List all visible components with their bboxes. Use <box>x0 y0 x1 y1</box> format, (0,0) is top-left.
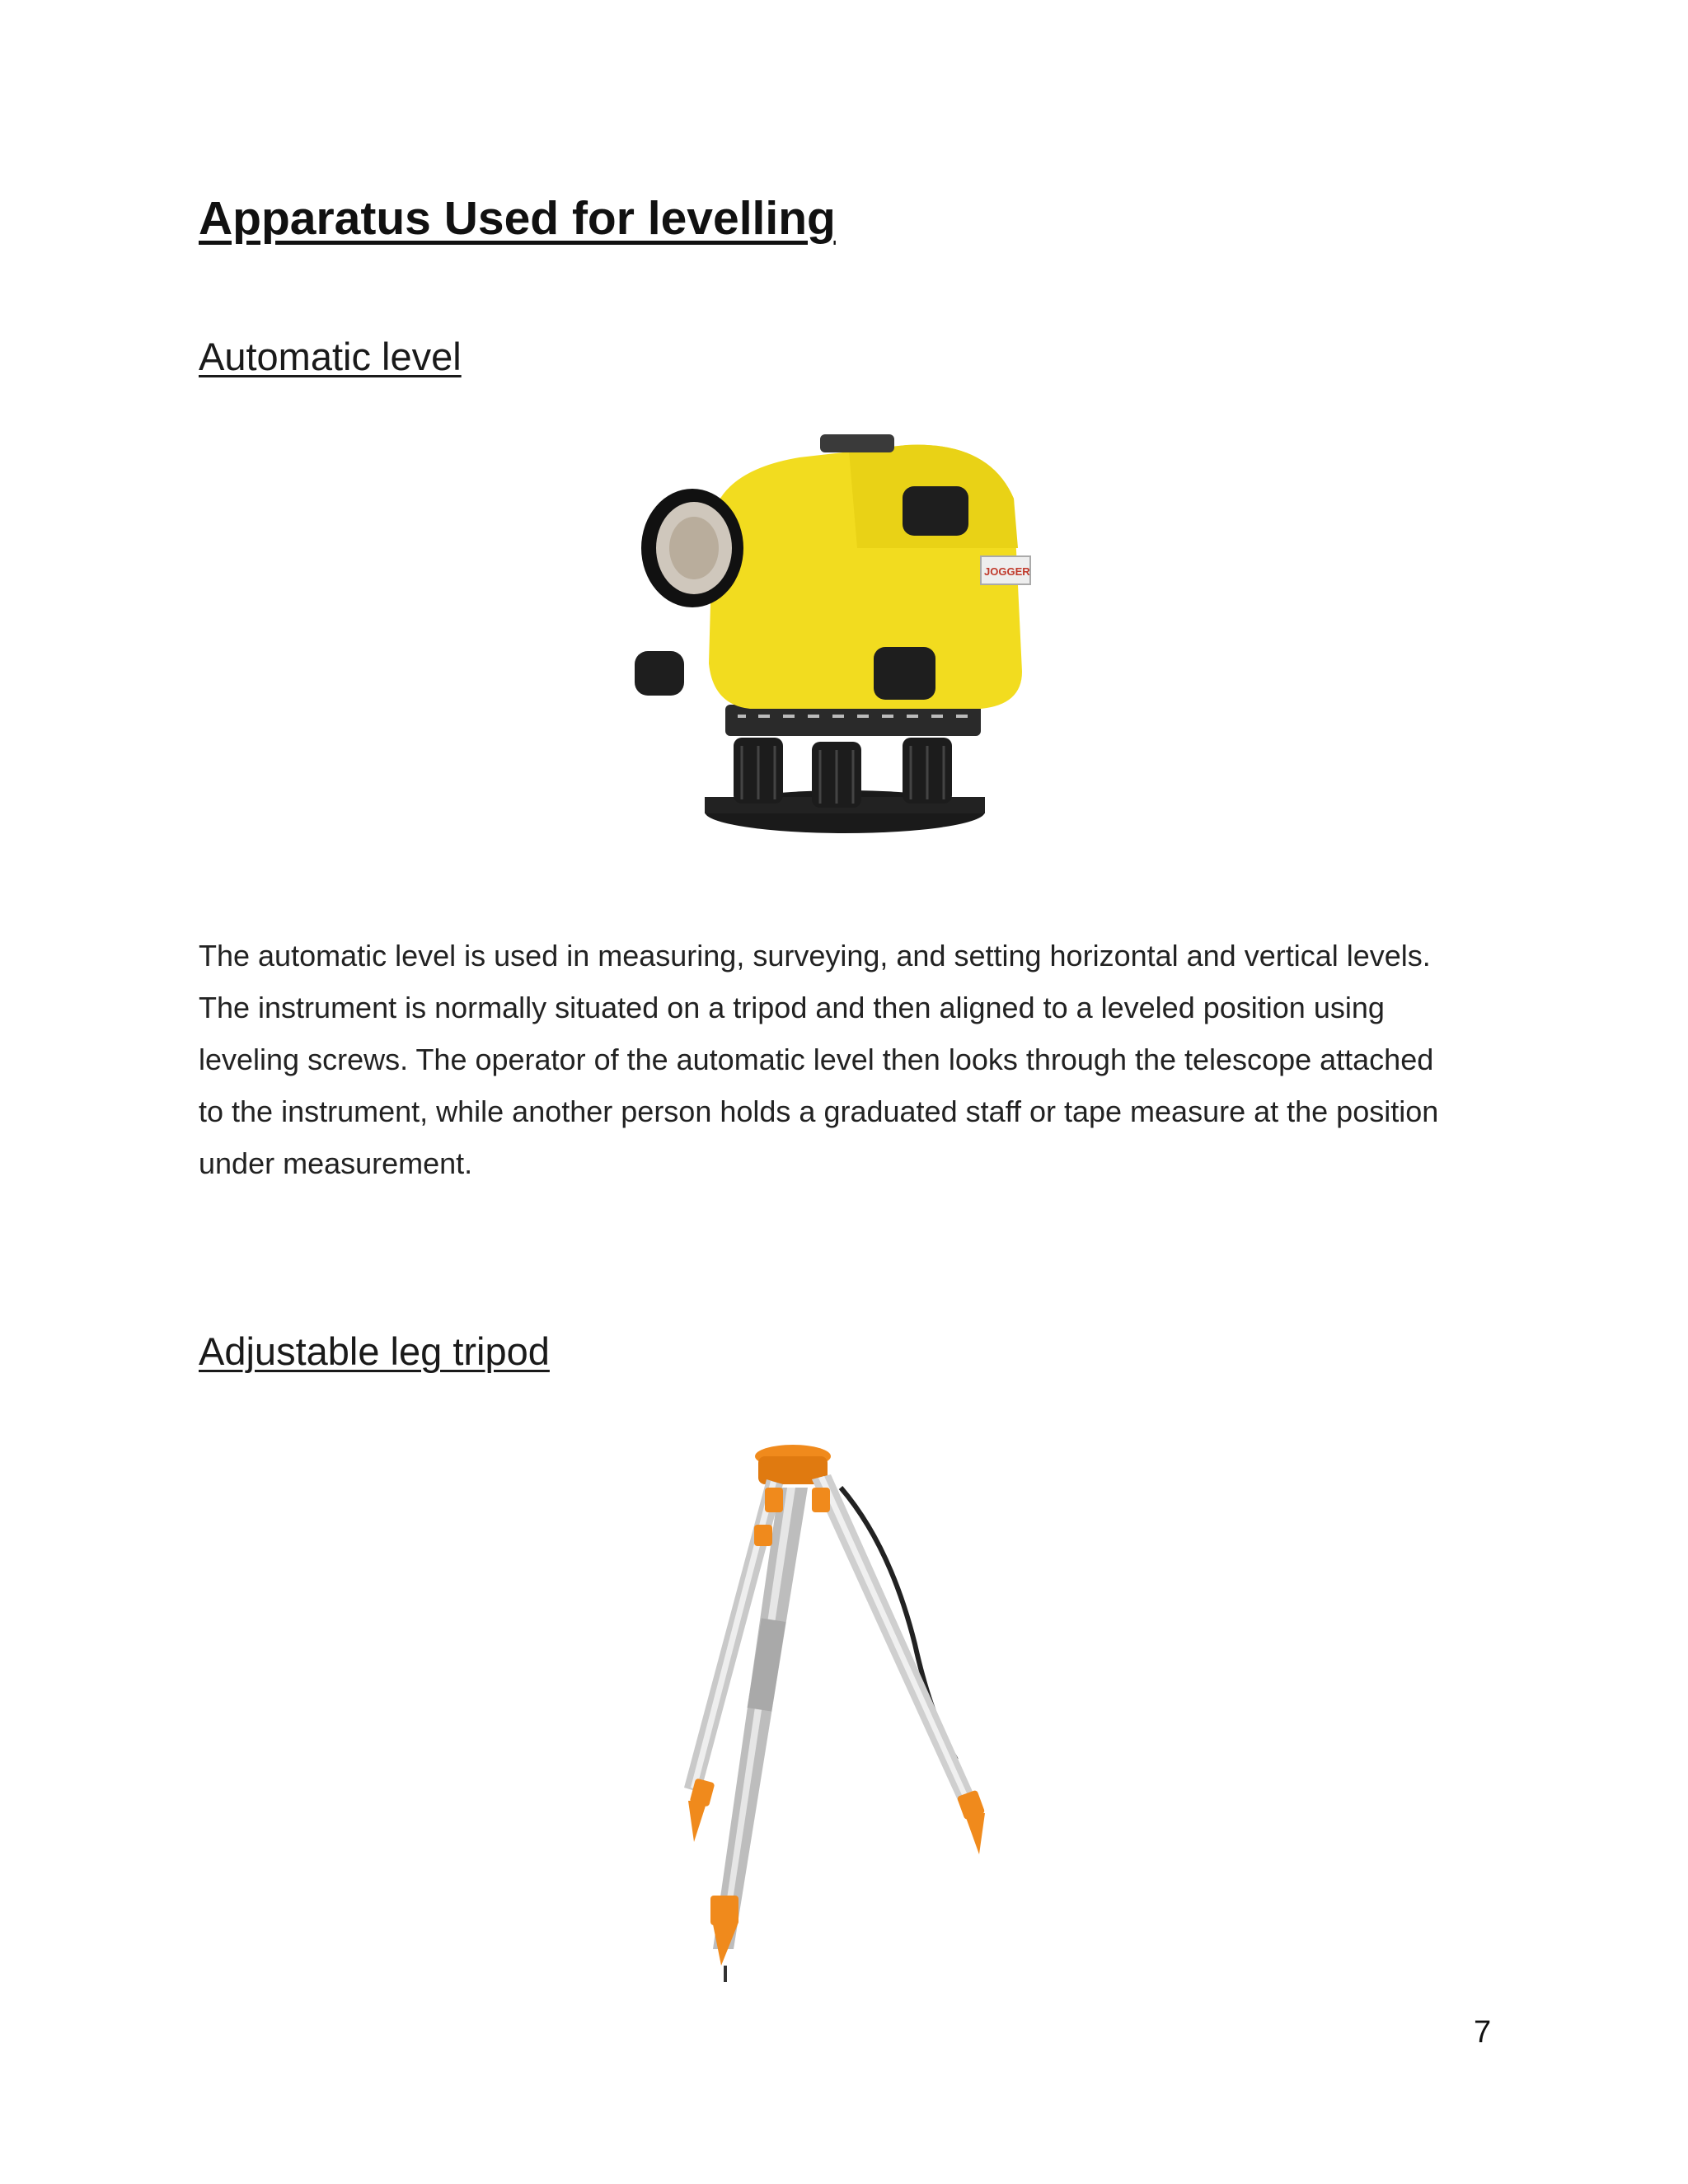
section-heading-automatic-level: Automatic level <box>199 335 462 378</box>
description-line: to the instrument, while another person holds a graduated staff or tape measure at the position <box>199 1094 1439 1128</box>
description-line: leveling screws. The operator of the automatic level then looks through the telescope attached <box>199 1043 1434 1076</box>
page-number: 7 <box>1474 2015 1492 2050</box>
description-line: The automatic level is used in measuring, surveying, and setting horizontal and vertical levels. <box>199 939 1431 972</box>
automatic-level-image <box>635 424 1096 853</box>
page-title: Apparatus Used for levelling <box>199 192 836 245</box>
section-heading-adjustable-leg-tripod: Adjustable leg tripod <box>199 1329 550 1373</box>
description-line: The instrument is normally situated on a tripod and then aligned to a leveled position using <box>199 991 1385 1024</box>
automatic-level-illustration <box>635 424 1096 853</box>
tripod-image <box>643 1438 1055 1982</box>
automatic-level-description <box>199 930 1484 1189</box>
description-line: under measurement. <box>199 1146 473 1180</box>
instrument-label-text: JOGGER <box>984 565 1030 578</box>
adjustable-tripod-illustration <box>643 1438 1055 1982</box>
